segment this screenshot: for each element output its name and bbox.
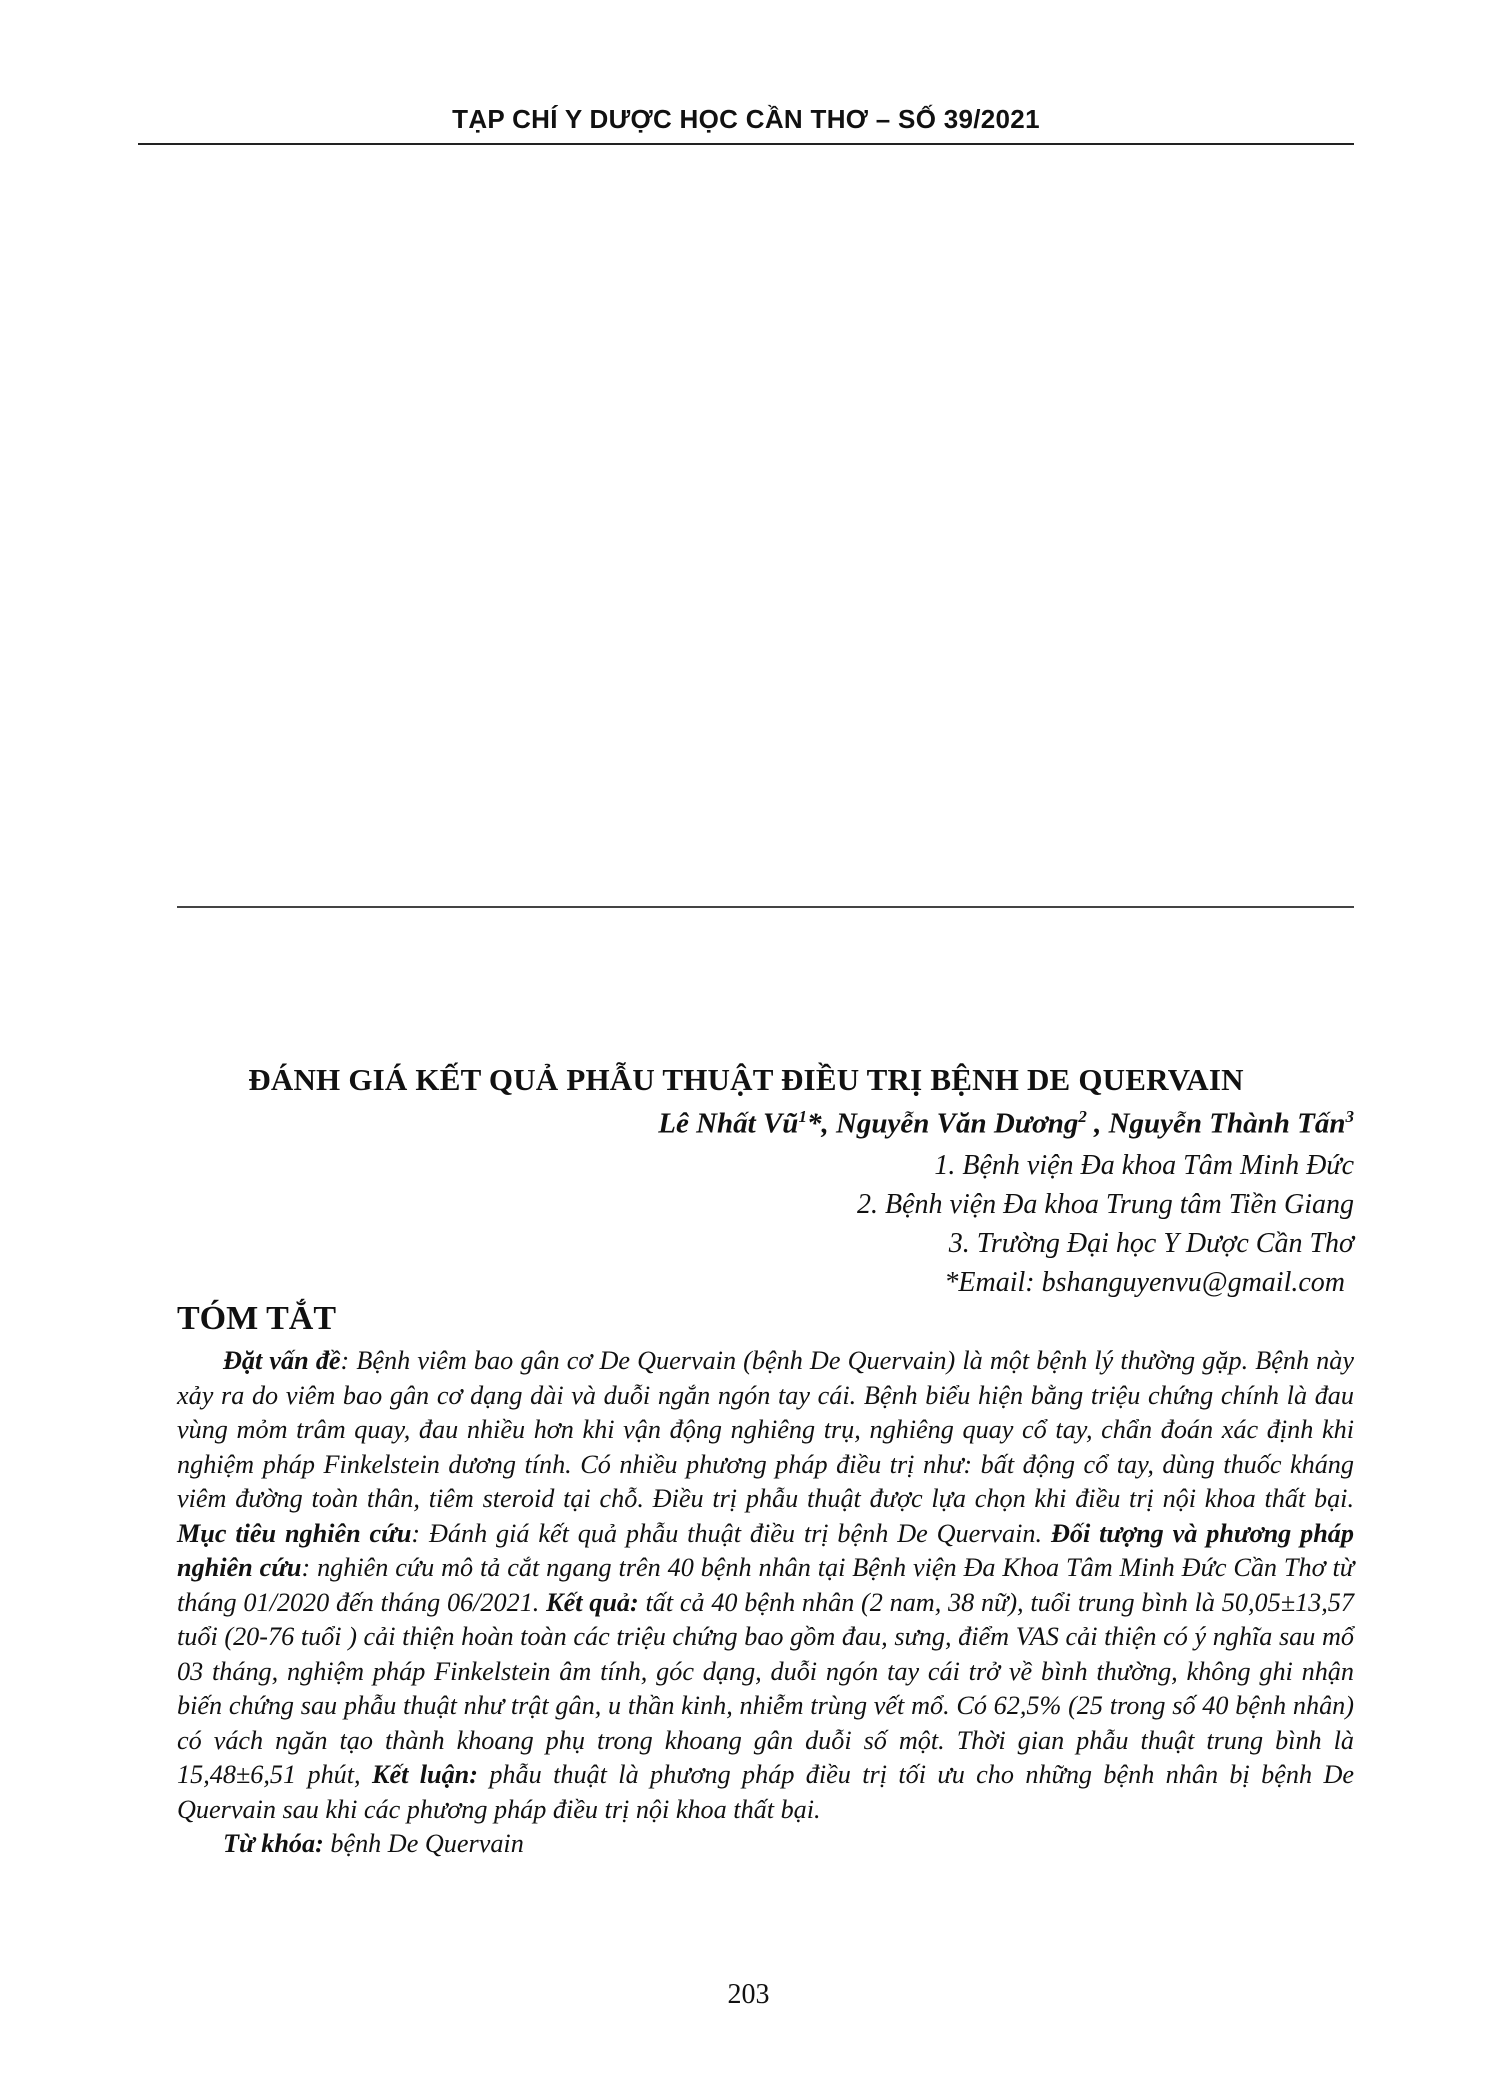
author-separator: *, — [806, 1107, 836, 1140]
keywords — [177, 1827, 1354, 1862]
objective-label: Mục tiêu nghiên cứu — [177, 1518, 412, 1548]
author-separator: , — [1086, 1107, 1109, 1140]
author-affiliation-mark: 1 — [798, 1107, 807, 1126]
results-label: Kết quả: — [546, 1587, 639, 1617]
conclusion-text: phẫu thuật là phương pháp điều trị tối ưu cho những bệnh nhân bị bệnh De Quervain sau khi các phương pháp điều trị nội khoa thất bại. — [177, 1760, 1354, 1824]
author-name: Nguyễn Thành Tấn — [1108, 1107, 1346, 1140]
affiliation: 1. Bệnh viện Đa khoa Tâm Minh Đức — [934, 1150, 1354, 1181]
article-title: ĐÁNH GIÁ KẾT QUẢ PHẪU THUẬT ĐIỀU TRỊ BỆNH DE QUERVAIN — [248, 1062, 1244, 1097]
author-name: Nguyễn Văn Dương — [835, 1107, 1079, 1140]
objective-text: : Đánh giá kết quả phẫu thuật điều trị bệnh De Quervain. — [411, 1518, 1051, 1548]
abstract-paragraph — [177, 1344, 1354, 1827]
methods-label: Đối tượng và phương pháp nghiên cứu — [177, 1518, 1354, 1582]
methods-text: : nghiên cứu mô tả cắt ngang trên 40 bệnh nhân tại Bệnh viện Đa Khoa Tâm Minh Đức Cần Thơ từ tháng 01/2020 đến tháng 06/2021. — [177, 1553, 1355, 1617]
page-number: 203 — [727, 1979, 770, 2010]
affiliation: 3. Trường Đại học Y Dược Cần Thơ — [948, 1228, 1354, 1259]
background-label: Đặt vấn đề — [223, 1346, 341, 1375]
affiliation: 2. Bệnh viện Đa khoa Trung tâm Tiền Giang — [857, 1189, 1354, 1220]
abstract-heading: TÓM TẮT — [177, 1300, 337, 1337]
results-text: tất cả 40 bệnh nhân (2 nam, 38 nữ), tuổi trung bình là 50,05±13,57 tuổi (20-76 tuổi ) cải thiện hoàn toàn các triệu chứng bao gồm đau, sưng, điểm VAS cải thiện có ý nghĩa sau mổ 03 tháng, nghiệm pháp Finkelstein âm tính, góc dạng, duỗi ngón tay cái trở về bình thường, không ghi nhận biến chứng sau phẫu thuật như trật gân, u thần kinh, nhiễm trùng vết mổ. Có 62,5% (25 trong số 40 bệnh nhân) có vách ngăn tạo thành khoang phụ trong khoang gân duỗi số một. Thời gian phẫu thuật trung bình là 15,48±6,51 phút, — [177, 1587, 1354, 1789]
author-list — [658, 1107, 1354, 1141]
header-rule — [138, 143, 1354, 145]
author-name: Lê Nhất Vũ — [658, 1107, 799, 1140]
background-text: : Bệnh viêm bao gân cơ De Quervain (bệnh De Quervain) là một bệnh lý thường gặp. Bệnh này xảy ra do viêm bao gân cơ dạng dài và duỗi ngắn ngón tay cái. Bệnh biểu hiện bằng triệu chứng chính là đau vùng mỏm trâm quay, đau nhiều hơn khi vận động nghiêng trụ, nghiêng quay cổ tay, chẩn đoán xác định khi nghiệm pháp Finkelstein dương tính. Có nhiều phương pháp điều trị như: bất động cổ tay, dùng thuốc kháng viêm đường toàn thân, tiêm steroid tại chỗ. Điều trị phẫu thuật được lựa chọn khi điều trị nội khoa thất bại. — [177, 1346, 1354, 1513]
keywords-text: bệnh De Quervain — [323, 1829, 524, 1858]
keywords-label: Từ khóa: — [223, 1829, 324, 1858]
conclusion-label: Kết luận: — [371, 1760, 478, 1789]
journal-header: TẠP CHÍ Y DƯỢC HỌC CẦN THƠ – SỐ 39/2021 — [452, 104, 1040, 134]
section-divider — [177, 906, 1354, 908]
author-affiliation-mark: 3 — [1345, 1107, 1354, 1126]
author-affiliation-mark: 2 — [1078, 1107, 1087, 1126]
corresponding-email: *Email: bshanguyenvu@gmail.com — [944, 1267, 1345, 1298]
abstract-body — [177, 1344, 1354, 1862]
